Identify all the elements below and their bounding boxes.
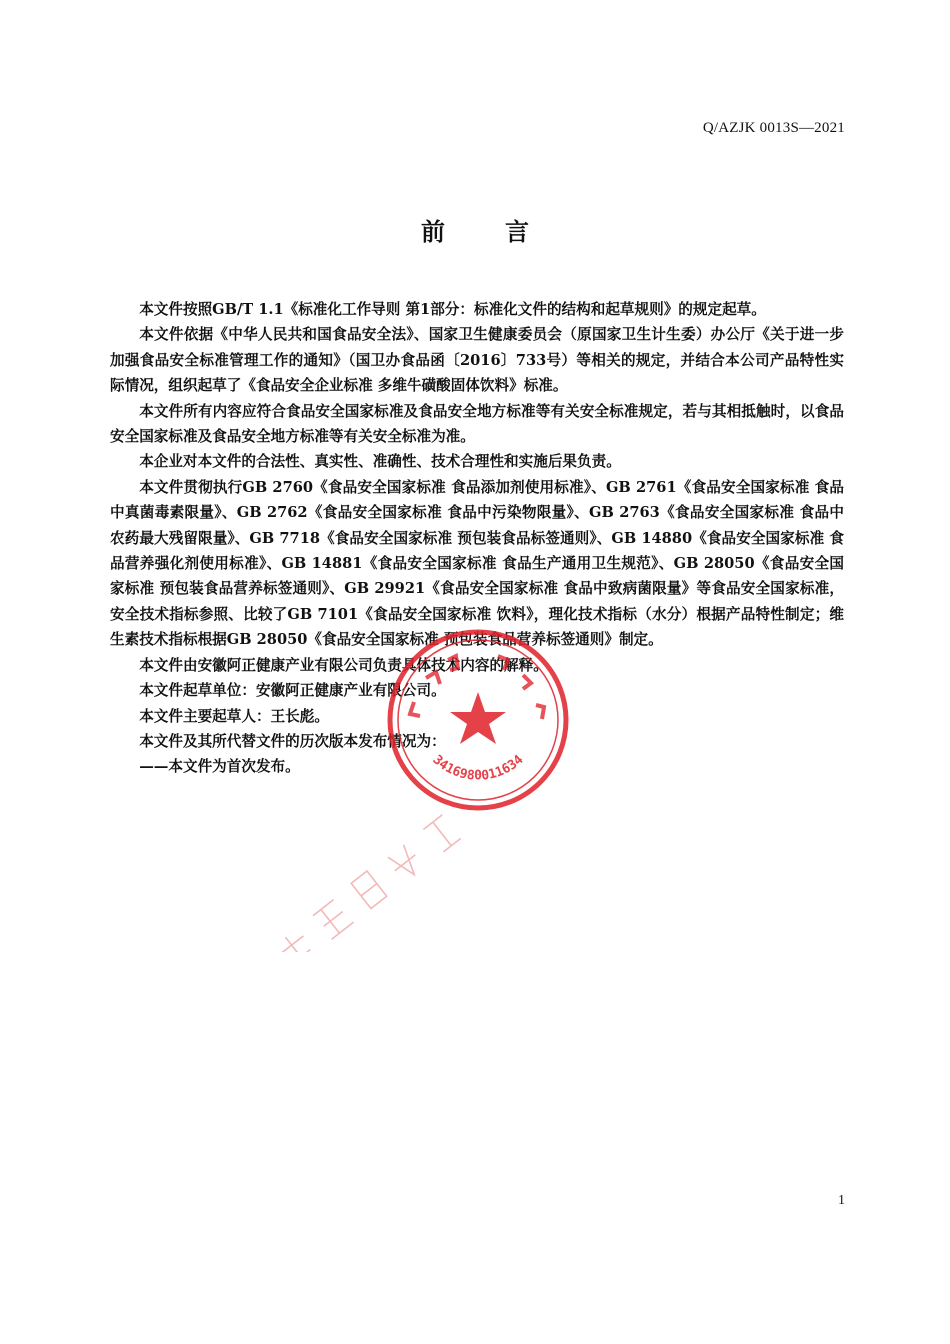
watermark-icon [228, 772, 568, 952]
paragraph: 本文件由安徽阿正健康产业有限公司负责具体技术内容的解释。 [139, 656, 548, 674]
paragraph: 本文件主要起草人：王长彪。 [139, 707, 329, 725]
paragraph: 本文件所有内容应符合食品安全国家标准及食品安全地方标准等有关安全标准规定，若与其相抵触时，以食品安全国家标准及食品安全地方标准等有关安全标准为准。 [110, 402, 844, 446]
paragraph: 本文件贯彻执行GB 2760《食品安全国家标准 食品添加剂使用标准》、GB 2761《食品安全国家标准 食品中真菌毒素限量》、GB 2762《食品安全国家标准 食品中污染物限量》、GB 2763《食品安全国家标准 食品中农药最大残留限量》、GB 7718《食品安全国家标准 预包装食品标签通则》、GB 14880《食品安全国家标准 食品营养强化剂使用标准》、GB 14881《食品安全国家标准 食品生产通用卫生规范》、GB 28050《食品安全国家标准 预包装食品营养标签通则》、GB 29921《食品安全国家标准 食品中致病菌限量》等食品安全国家标准，安全技术指标参照、比较了GB 7101《食品安全国家标准 饮料》，理化技术指标（水分）根据产品特性制定；维生素技术指标根据GB 28050《食品安全国家标准 预包装食品营养标签通则》制定。 [110, 478, 844, 649]
paragraph: 本企业对本文件的合法性、真实性、准确性、技术合理性和实施后果负责。 [139, 453, 621, 471]
page-number: 1 [838, 1193, 845, 1208]
paragraph: 本文件依据《中华人民共和国食品安全法》、国家卫生健康委员会（原国家卫生计生委）办公厅《关于进一步加强食品安全标准管理工作的通知》（国卫办食品函〔2016〕733号）等相关的规定，并结合本公司产品特性实际情况，组织起草了《食品安全企业标准 多维牛磺酸固体饮料》标准。 [110, 326, 844, 395]
seal-number: 3416980011634 [429, 752, 527, 784]
paragraph: ——本文件为首次发布。 [139, 758, 300, 776]
paragraph: 本文件起草单位：安徽阿正健康产业有限公司。 [139, 682, 446, 700]
paragraph: 本文件按照GB/T 1.1《标准化工作导则 第1部分：标准化文件的结构和起草规则》的规定起草。 [139, 301, 766, 318]
paragraph: 本文件及其所代替文件的历次版本发布情况为： [139, 732, 446, 750]
title-char-2: 言 [505, 217, 529, 246]
document-id: Q/AZJK 0013S—2021 [702, 120, 845, 136]
title-char-1: 前 [421, 217, 445, 246]
page-title [0, 212, 950, 247]
